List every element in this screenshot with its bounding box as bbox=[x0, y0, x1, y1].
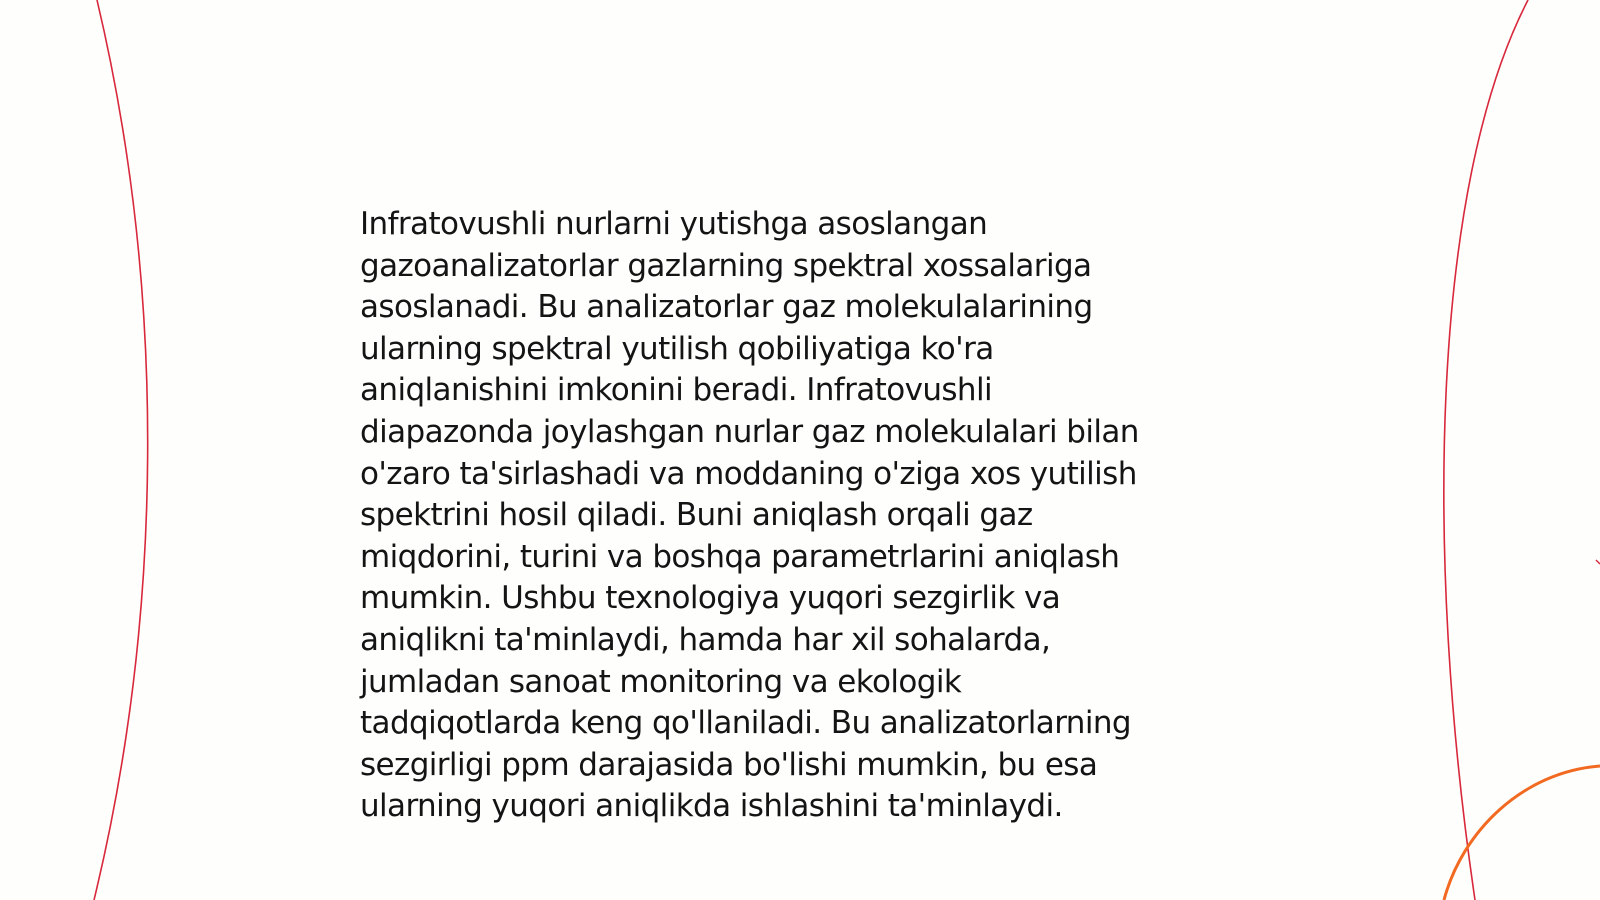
right-curve-line bbox=[1444, 0, 1528, 900]
body-paragraph: Infratovushli nurlarni yutishga asoslangan gazoanalizatorlar gazlarning spektral xossalariga asoslanadi. Bu analizatorlar gaz molekulalarining ularning spektral yutilish qobiliyatiga ko'ra aniqlanishini imkonini beradi. Infratovushli diapazonda joylashgan nurlar gaz molekulalari bilan o'zaro ta'sirlashadi va moddaning o'ziga xos yutilish spektrini hosil qiladi. Buni aniqlash orqali gaz miqdorini, turini va boshqa parametrlarini aniqlash mumkin. Ushbu texnologiya yuqori sezgirlik va aniqlikni ta'minlaydi, hamda har xil sohalarda, jumladan sanoat monitoring va ekologik tadqiqotlarda keng qo'llaniladi. Bu analizatorlarning sezgirligi ppm darajasida bo'lishi mumkin, bu esa ularning yuqori aniqlikda ishlashini ta'minlaydi. bbox=[360, 206, 1139, 825]
accent-arc bbox=[1444, 766, 1600, 900]
left-curve-line bbox=[94, 0, 148, 900]
edge-tick bbox=[1596, 560, 1600, 564]
